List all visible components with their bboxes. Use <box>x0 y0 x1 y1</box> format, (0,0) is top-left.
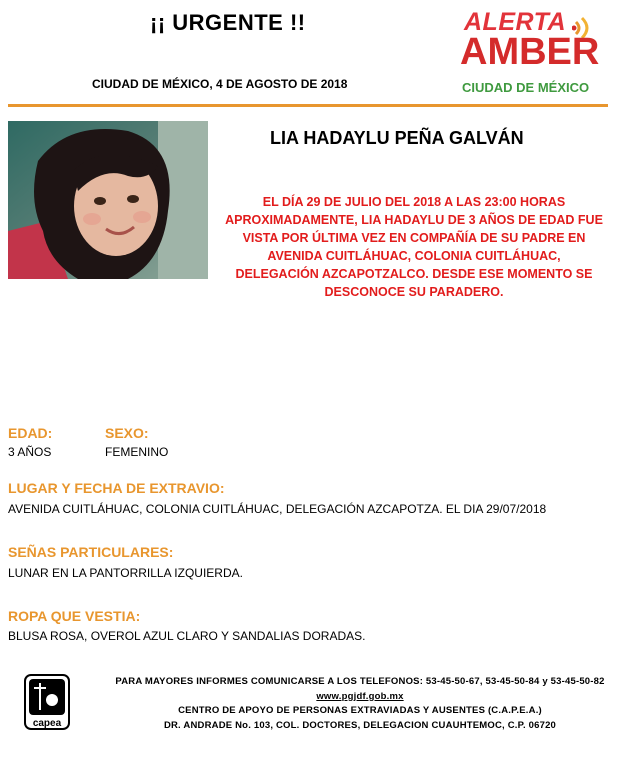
website-link[interactable]: www.pgjdf.gob.mx <box>316 690 404 702</box>
logo-line-city: CIUDAD DE MÉXICO <box>462 80 590 95</box>
disappearance-description <box>224 193 604 301</box>
description-line: VISTA POR ÚLTIMA VEZ EN COMPAÑÍA DE SU PADRE EN <box>242 231 586 245</box>
description-line: APROXIMADAMENTE, LIA HADAYLU DE 3 AÑOS DE EDAD FUE <box>225 213 603 227</box>
marks-label: SEÑAS PARTICULARES: <box>8 544 174 560</box>
age-value: 3 AÑOS <box>8 445 52 459</box>
description-line: DELEGACIÓN AZCAPOTZALCO. DESDE ESE MOMENTO SE <box>235 267 593 281</box>
missing-person-photo <box>8 121 208 279</box>
place-value: AVENIDA CUITLÁHUAC, COLONIA CUITLÁHUAC, DELEGACIÓN AZCAPOTZA. EL DIA 29/07/2018 <box>8 502 547 516</box>
contact-phones: PARA MAYORES INFORMES COMUNICARSE A LOS TELEFONOS: 53-45-50-67, 53-45-50-84 y 53-45-50-82 <box>115 676 605 687</box>
capea-logo <box>24 674 70 730</box>
capea-logo-text: capea <box>32 718 62 729</box>
person-name: LIA HADAYLU PEÑA GALVÁN <box>270 128 524 148</box>
age-label: EDAD: <box>8 425 53 441</box>
center-name: CENTRO DE APOYO DE PERSONAS EXTRAVIADAS Y AUSENTES (C.A.P.E.A.) <box>178 705 542 716</box>
alerta-amber-logo <box>460 8 610 98</box>
description-line: EL DÍA 29 DE JULIO DEL 2018 A LAS 23:00 HORAS <box>262 195 566 209</box>
logo-line-alerta: ALERTA <box>464 8 567 36</box>
description-line: AVENIDA CUITLÁHUAC, COLONIA CUITLÁHUAC, <box>267 249 561 263</box>
description-line: DESCONOCE SU PARADERO. <box>324 285 504 299</box>
marks-value: LUNAR EN LA PANTORRILLA IZQUIERDA. <box>8 566 243 580</box>
center-address: DR. ANDRADE No. 103, COL. DOCTORES, DELEGACION CUAUHTEMOC, C.P. 06720 <box>163 719 557 731</box>
place-label: LUGAR Y FECHA DE EXTRAVIO: <box>8 480 225 496</box>
sex-label: SEXO: <box>105 425 149 441</box>
header-divider <box>8 104 608 107</box>
contact-footer <box>110 675 610 733</box>
clothes-label: ROPA QUE VESTIA: <box>8 608 141 624</box>
dateline: CIUDAD DE MÉXICO, 4 DE AGOSTO DE 2018 <box>92 77 348 91</box>
sex-value: FEMENINO <box>105 445 169 459</box>
logo-line-amber: AMBER <box>460 31 600 73</box>
urgent-title: ¡¡ URGENTE !! <box>150 10 306 35</box>
clothes-value: BLUSA ROSA, OVEROL AZUL CLARO Y SANDALIAS DORADAS. <box>8 629 366 643</box>
